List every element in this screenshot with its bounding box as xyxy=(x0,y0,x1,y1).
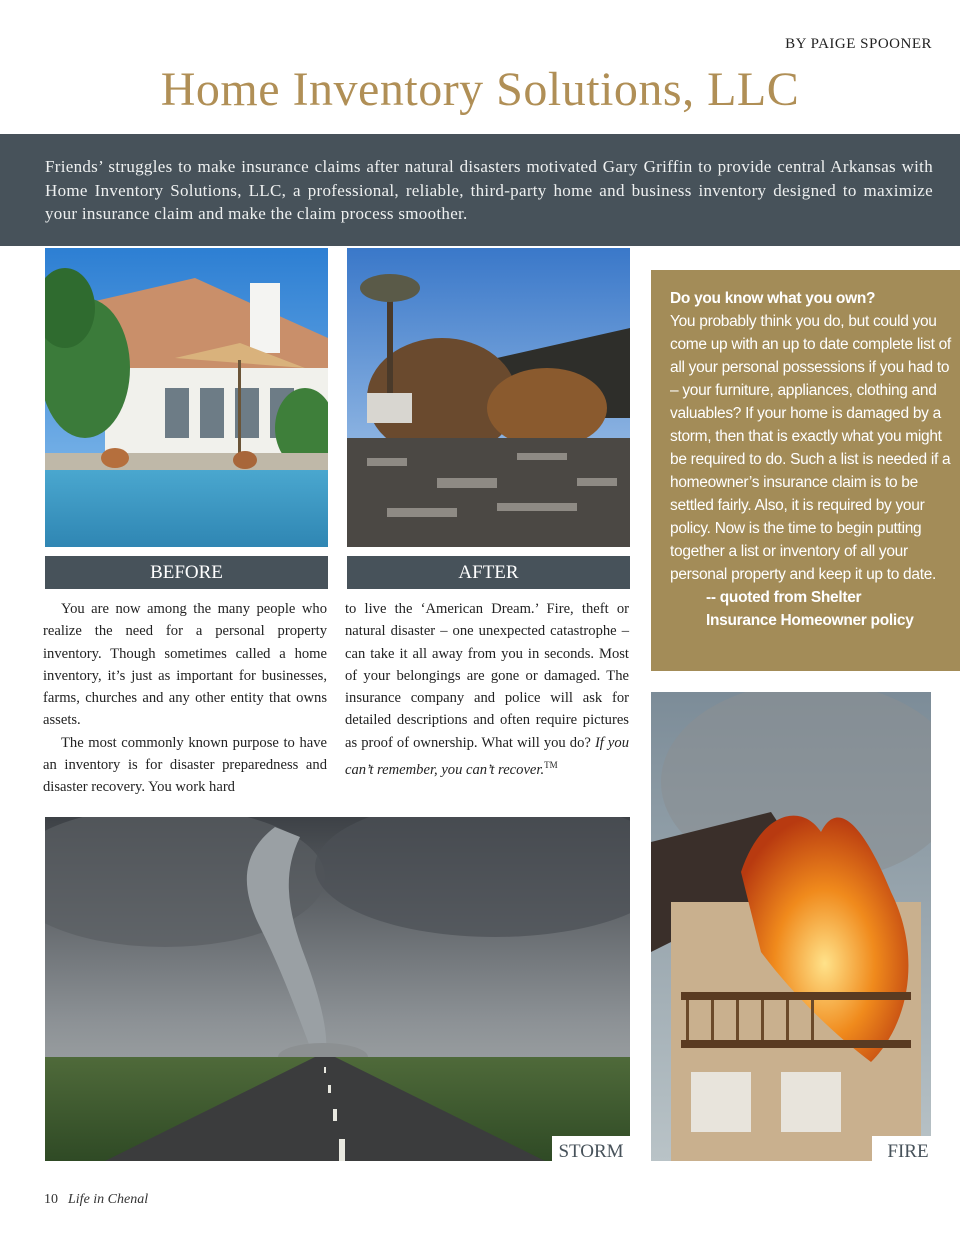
magazine-name: Life in Chenal xyxy=(68,1192,149,1207)
article-paragraph xyxy=(345,598,629,781)
trademark-mark: TM xyxy=(544,760,558,771)
burning-house-image xyxy=(651,692,931,1161)
storm-caption: STORM xyxy=(552,1136,630,1168)
after-caption: AFTER xyxy=(347,556,630,589)
intro-text: Friends’ struggles to make insurance claims after natural disasters motivated Gary Griffin to provide central Arkansas with Home Inventory Solutions, LLC, a professional, reliable, third-party home and business inventory designed to maximize your insurance claim and make the claim process smoother. xyxy=(45,157,933,223)
article-tagline: If you can’t remember, you can’t recover. xyxy=(345,734,629,778)
page-number: 10 xyxy=(44,1192,58,1207)
storm-photo xyxy=(45,817,630,1161)
article-paragraph: You are now among the many people who realize the need for a personal property inventory. Though sometimes called a home inventory, it’s just as important for businesses, farms, churches and any other entity that owns assets. xyxy=(43,601,327,729)
sidebar-attribution-2: Insurance Homeowner policy xyxy=(706,612,914,629)
after-photo xyxy=(347,248,630,547)
tornado-road-image xyxy=(45,817,630,1161)
page-title: Home Inventory Solutions, LLC xyxy=(160,63,800,116)
before-photo xyxy=(45,248,328,547)
article-paragraph: The most commonly known purpose to have an inventory is for disaster preparedness and disaster recovery. You work hard xyxy=(43,734,327,796)
article-text: to live the ‘American Dream.’ Fire, theft or natural disaster – one unexpected catastrophe – can take it all away from you in seconds. Most of your belongings are gone or damaged. The insurance company and police will ask for detailed descriptions and often require pictures as proof of ownership. What will you do? xyxy=(345,601,629,751)
fire-caption: FIRE xyxy=(872,1136,944,1168)
article-column-2 xyxy=(345,598,629,781)
burned-ruins-image xyxy=(347,248,630,547)
before-caption: BEFORE xyxy=(45,556,328,589)
page-footer xyxy=(44,1192,148,1208)
article-column-1 xyxy=(43,598,327,799)
byline: BY PAIGE SPOONER xyxy=(785,36,932,52)
sidebar-content xyxy=(670,287,955,632)
house-pool-image xyxy=(45,248,328,547)
fire-photo xyxy=(651,692,931,1161)
sidebar-question: Do you know what you own? xyxy=(670,290,876,307)
sidebar-body: You probably think you do, but could you come up with an up to date complete list of all your personal possessions if you had to – your furniture, appliances, clothing and valuables? If your home is damaged by a storm, then that is exactly what you might be required to do. Such a list is needed if a homeowner’s insurance claim is to be settled fairly. Also, it is required by your policy. Now is the time to begin putting together a list or inventory of all your personal property and keep it up to date. xyxy=(670,313,951,583)
sidebar-attribution-1: -- quoted from Shelter xyxy=(706,589,862,606)
